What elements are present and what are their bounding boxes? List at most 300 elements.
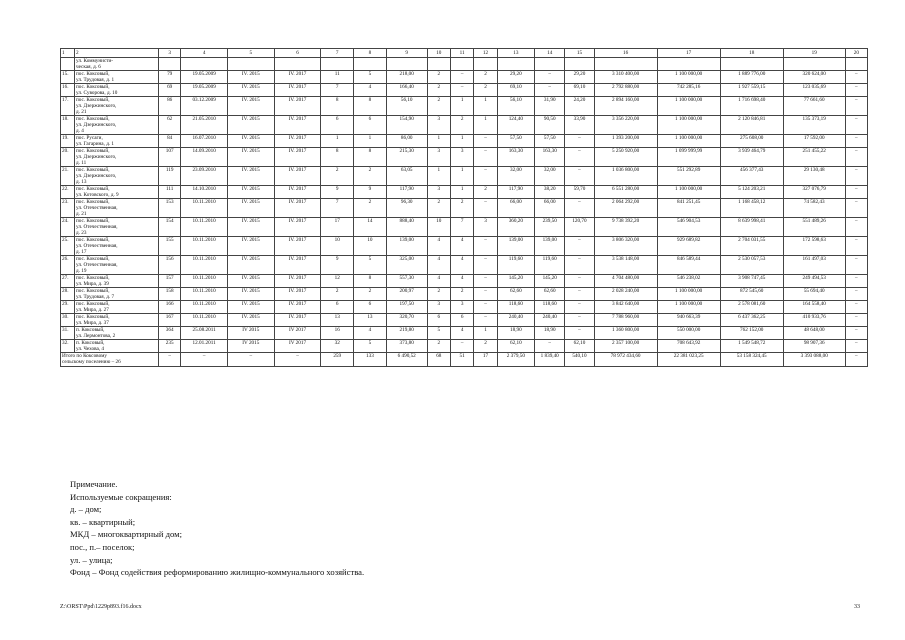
table-cell: 16.07.2010 xyxy=(181,135,228,148)
table-cell: 117,90 xyxy=(497,186,534,199)
table-cell: 7 xyxy=(321,199,354,218)
table-cell: 7 788 960,00 xyxy=(594,314,657,327)
table-cell: 239,50 xyxy=(535,218,565,237)
table-cell: 22 381 023,25 xyxy=(657,353,720,367)
table-cell: 156 xyxy=(159,256,181,275)
table-row xyxy=(61,288,868,301)
table-cell: IV 2017 xyxy=(274,340,321,353)
table-cell: 155 xyxy=(159,237,181,256)
table-cell: – xyxy=(474,199,497,218)
table-cell: 550 000,00 xyxy=(657,327,720,340)
table-cell: – xyxy=(565,327,594,340)
table-cell: 10.11.2010 xyxy=(181,218,228,237)
table-cell: 2 xyxy=(474,186,497,199)
table-cell: – xyxy=(845,275,867,288)
table-cell: 6 437 362,25 xyxy=(720,314,783,327)
table-cell: 1 100 000,00 xyxy=(657,71,720,84)
table-cell: 4 704 480,00 xyxy=(594,275,657,288)
table-cell: – xyxy=(181,353,228,367)
table-cell: 3 xyxy=(427,186,450,199)
table-cell: п. Коксовый, ул. Чехова, 4 xyxy=(75,340,159,353)
page-number: 33 xyxy=(854,604,860,610)
table-cell: 11 xyxy=(321,71,354,84)
table-cell: 15. xyxy=(61,71,75,84)
table-cell: 251 455,22 xyxy=(783,148,845,167)
note-item-0: д. – дом; xyxy=(70,504,102,515)
table-row xyxy=(61,186,868,199)
table-cell: пос. Русаги, ул. Гагарина, д. 1 xyxy=(75,135,159,148)
table-cell: 29. xyxy=(61,301,75,314)
table-cell: 66,00 xyxy=(497,199,534,218)
table-cell xyxy=(657,58,720,71)
table-cell: 69 xyxy=(159,84,181,97)
table-cell: IV. 2015 xyxy=(227,275,274,288)
table-cell: 18. xyxy=(61,116,75,135)
table-cell: 1 100 000,00 xyxy=(657,301,720,314)
table-cell: 708 643,92 xyxy=(657,340,720,353)
table-cell: 2 064 292,00 xyxy=(594,199,657,218)
note-item-4: ул. – улица; xyxy=(70,554,113,565)
table-cell: 16 xyxy=(321,327,354,340)
table-cell: – xyxy=(845,314,867,327)
table-cell: 5 xyxy=(354,71,387,84)
table-cell: – xyxy=(845,97,867,116)
table-cell: – xyxy=(845,116,867,135)
table-row xyxy=(61,314,868,327)
table-cell: 27. xyxy=(61,275,75,288)
table-cell: 1 100 000,00 xyxy=(657,116,720,135)
table-cell: 11 xyxy=(450,49,473,58)
table-cell: 158 xyxy=(159,288,181,301)
table-cell: 157 xyxy=(159,275,181,288)
table-cell: 17 592,00 xyxy=(783,135,845,148)
table-cell: 161 497,03 xyxy=(783,256,845,275)
table-cell: IV. 2017 xyxy=(274,218,321,237)
table-cell: IV. 2015 xyxy=(227,148,274,167)
table-cell: 2 xyxy=(427,288,450,301)
table-cell: 10 xyxy=(427,49,450,58)
table-cell: 62,10 xyxy=(497,340,534,353)
table-cell: 5 xyxy=(227,49,274,58)
table-cell: 4 xyxy=(450,256,473,275)
table-cell: 6 xyxy=(274,49,321,58)
table-cell: IV. 2015 xyxy=(227,301,274,314)
table-cell: – xyxy=(565,301,594,314)
table-cell: 10 xyxy=(427,218,450,237)
table-cell: 5 xyxy=(427,327,450,340)
table-cell xyxy=(450,58,473,71)
table-cell: 6 xyxy=(450,314,473,327)
table-row xyxy=(61,237,868,256)
table-cell: 1 xyxy=(61,49,75,58)
table-cell: 62,10 xyxy=(565,340,594,353)
table-cell: пос. Коксовый, ул. Суворова, д. 10 xyxy=(75,84,159,97)
table-cell xyxy=(497,58,534,71)
table-cell: 2 xyxy=(427,84,450,97)
table-cell: пос. Коксовый, ул. Мира, д. 37 xyxy=(75,314,159,327)
table-cell: 325,00 xyxy=(386,256,427,275)
table-cell: 929 689,82 xyxy=(657,237,720,256)
table-cell: 57,50 xyxy=(535,135,565,148)
table-cell: 78 972 434,60 xyxy=(594,353,657,367)
table-cell: 32 xyxy=(321,340,354,353)
table-cell: 2 792 880,00 xyxy=(594,84,657,97)
table-cell: 3 xyxy=(450,301,473,314)
table-cell: 12 xyxy=(321,275,354,288)
table-cell: – xyxy=(474,256,497,275)
table-cell xyxy=(321,58,354,71)
table-cell: 51 xyxy=(450,353,473,367)
table-cell: 62,60 xyxy=(497,288,534,301)
table-cell: 3 939 464,79 xyxy=(720,148,783,167)
table-cell: 2 357 100,00 xyxy=(594,340,657,353)
table-cell: 111 xyxy=(159,186,181,199)
table-cell: – xyxy=(565,275,594,288)
table-cell: 1 036 800,00 xyxy=(594,167,657,186)
housing-resettlement-table xyxy=(60,48,868,367)
table-cell: 2 530 057,53 xyxy=(720,256,783,275)
table-cell: 53 158 324,45 xyxy=(720,353,783,367)
table-cell: – xyxy=(274,353,321,367)
note-item-1: кв. – квартирный; xyxy=(70,516,136,527)
table-cell: – xyxy=(474,237,497,256)
table-row xyxy=(61,167,868,186)
table-cell: IV. 2017 xyxy=(274,237,321,256)
table-cell: 23.09.2010 xyxy=(181,167,228,186)
table-cell: 2 xyxy=(354,288,387,301)
table-cell: 13 xyxy=(497,49,534,58)
table-cell: 3 xyxy=(427,148,450,167)
table-cell: – xyxy=(845,288,867,301)
table-cell: 25. xyxy=(61,237,75,256)
table-cell: 1 xyxy=(474,97,497,116)
table-cell: 1 100 000,00 xyxy=(657,288,720,301)
table-cell: 275 608,00 xyxy=(720,135,783,148)
table-cell: IV. 2017 xyxy=(274,186,321,199)
table-cell: IV. 2015 xyxy=(227,116,274,135)
table-cell xyxy=(535,58,565,71)
table-cell: 119,60 xyxy=(535,256,565,275)
table-cell: 846 589,44 xyxy=(657,256,720,275)
table-cell: 2 xyxy=(450,199,473,218)
table-cell: 86,00 xyxy=(386,135,427,148)
table-row xyxy=(61,58,868,71)
table-cell: пос. Коксовый, ул. Трудовая, д. 1 xyxy=(75,71,159,84)
table-cell: 31,90 xyxy=(535,97,565,116)
table-cell: 19.05.2009 xyxy=(181,71,228,84)
table-cell: 2 xyxy=(450,288,473,301)
table-cell: 1 xyxy=(354,135,387,148)
table-cell: IV. 2017 xyxy=(274,301,321,314)
table-row xyxy=(61,71,868,84)
table-cell xyxy=(386,58,427,71)
table-cell: Итого по Коксовому сельскому поселению – 26 xyxy=(61,353,159,367)
table-cell: 74 582,43 xyxy=(783,199,845,218)
table-cell: 32,00 xyxy=(535,167,565,186)
table-cell: 742 285,16 xyxy=(657,84,720,97)
table-cell: 16 xyxy=(594,49,657,58)
table-cell xyxy=(181,58,228,71)
table-cell: IV. 2015 xyxy=(227,288,274,301)
table-cell: 17 xyxy=(474,353,497,367)
table-cell: 240,40 xyxy=(497,314,534,327)
table-cell: 57,50 xyxy=(497,135,534,148)
table-cell: 259 xyxy=(321,353,354,367)
table-cell: – xyxy=(845,353,867,367)
table-cell: 154 xyxy=(159,218,181,237)
table-cell: 62,60 xyxy=(535,288,565,301)
table-cell: – xyxy=(845,199,867,218)
table-cell: 1 100 000,00 xyxy=(657,186,720,199)
table-cell: 119,60 xyxy=(497,256,534,275)
table-cell: IV. 2017 xyxy=(274,84,321,97)
table-row xyxy=(61,116,868,135)
table-cell: 2 xyxy=(474,84,497,97)
table-cell: – xyxy=(845,148,867,167)
table-cell: 2 xyxy=(321,288,354,301)
table-cell: IV. 2017 xyxy=(274,135,321,148)
table-cell: 18,90 xyxy=(535,327,565,340)
table-cell: IV. 2017 xyxy=(274,71,321,84)
table-cell: 123 035,69 xyxy=(783,84,845,97)
table-cell xyxy=(565,58,594,71)
table-cell: 540,10 xyxy=(565,353,594,367)
table-cell: 84 xyxy=(159,135,181,148)
table-cell xyxy=(594,58,657,71)
table-cell: – xyxy=(565,148,594,167)
table-cell: 26. xyxy=(61,256,75,275)
table-cell: 8 xyxy=(354,97,387,116)
table-cell: 410 933,76 xyxy=(783,314,845,327)
table-cell: – xyxy=(845,186,867,199)
table-cell: 119 xyxy=(159,167,181,186)
table-cell: пос. Коксовый, ул. Мира, д. 39 xyxy=(75,275,159,288)
table-cell: 1 xyxy=(450,186,473,199)
note-item-3: пос., п.– поселок; xyxy=(70,541,135,552)
table-cell: 200,97 xyxy=(386,288,427,301)
table-cell: – xyxy=(450,84,473,97)
table-cell: 10 xyxy=(354,237,387,256)
table-cell: 69,10 xyxy=(497,84,534,97)
table-cell: – xyxy=(565,167,594,186)
table-cell: IV. 2015 xyxy=(227,135,274,148)
table-cell: 28. xyxy=(61,288,75,301)
table-cell: 320 624,00 xyxy=(783,71,845,84)
table-cell: 546 238,02 xyxy=(657,275,720,288)
table-cell: 4 xyxy=(427,275,450,288)
table-cell: 17 xyxy=(657,49,720,58)
table-cell: 23. xyxy=(61,199,75,218)
table-cell xyxy=(427,58,450,71)
table-cell: IV. 2015 xyxy=(227,186,274,199)
table-cell: 19. xyxy=(61,135,75,148)
table-cell: 135 373,19 xyxy=(783,116,845,135)
table-cell: – xyxy=(845,301,867,314)
table-cell: 29,20 xyxy=(497,71,534,84)
table-cell: 55 694,40 xyxy=(783,288,845,301)
table-cell: 215,30 xyxy=(386,148,427,167)
table-cell: пос. Коксовый, ул. Дзержинского, д. 11 xyxy=(75,148,159,167)
table-cell: 6 xyxy=(321,116,354,135)
table-cell: – xyxy=(474,148,497,167)
table-cell: 20. xyxy=(61,148,75,167)
table-cell: 1 xyxy=(474,327,497,340)
table-cell: 1 927 559,15 xyxy=(720,84,783,97)
table-cell: 14 xyxy=(354,218,387,237)
table-cell: пос. Коксовый, ул. Мира, д. 27 xyxy=(75,301,159,314)
table-cell: 6 xyxy=(354,301,387,314)
table-cell: 2 028 240,00 xyxy=(594,288,657,301)
table-cell: 3 806 320,00 xyxy=(594,237,657,256)
table-cell: 3 xyxy=(427,301,450,314)
table-cell: IV. 2015 xyxy=(227,84,274,97)
table-cell: 133 xyxy=(354,353,387,367)
table-cell: 56,10 xyxy=(386,97,427,116)
table-cell: 1 xyxy=(427,167,450,186)
table-cell: 69,10 xyxy=(565,84,594,97)
table-cell: 3 xyxy=(159,49,181,58)
table-cell: – xyxy=(845,237,867,256)
table-cell: 2 xyxy=(474,71,497,84)
table-cell: 4 xyxy=(427,256,450,275)
table-cell: IV 2015 xyxy=(227,340,274,353)
table-cell: 2 xyxy=(75,49,159,58)
table-cell: 4 xyxy=(354,84,387,97)
table-cell: 240,40 xyxy=(535,314,565,327)
table-header-row xyxy=(61,49,868,58)
table-cell: 1 xyxy=(474,116,497,135)
table-cell: 1 100 000,00 xyxy=(657,135,720,148)
table-cell: 762 152,00 xyxy=(720,327,783,340)
table-cell: 4 xyxy=(354,327,387,340)
table-cell: 139,00 xyxy=(535,237,565,256)
table-cell: 163,30 xyxy=(497,148,534,167)
table-cell: IV. 2017 xyxy=(274,116,321,135)
table-cell: 327 076,79 xyxy=(783,186,845,199)
table-cell: 59,70 xyxy=(565,186,594,199)
table-cell: 3 393 088,00 xyxy=(783,353,845,367)
table-cell: 4 xyxy=(181,49,228,58)
resettlement-table-page xyxy=(60,48,868,367)
table-cell: 2 xyxy=(354,167,387,186)
table-cell: 872 545,60 xyxy=(720,288,783,301)
table-cell xyxy=(274,58,321,71)
table-cell: 7 xyxy=(321,84,354,97)
table-cell: 1 xyxy=(427,135,450,148)
table-cell: 16. xyxy=(61,84,75,97)
table-cell: 364 xyxy=(159,327,181,340)
table-cell: 56,10 xyxy=(497,97,534,116)
table-cell xyxy=(227,58,274,71)
table-cell: 2 578 081,60 xyxy=(720,301,783,314)
table-cell: 68 xyxy=(427,353,450,367)
table-cell: – xyxy=(474,275,497,288)
table-cell: 14.09.2010 xyxy=(181,148,228,167)
table-cell: 172 598,63 xyxy=(783,237,845,256)
table-cell: пос. Коксовый, ул. Дзержинского, д. 21 xyxy=(75,97,159,116)
table-cell: 3 xyxy=(450,148,473,167)
table-cell: IV. 2015 xyxy=(227,314,274,327)
table-cell: IV. 2015 xyxy=(227,237,274,256)
table-cell: – xyxy=(474,288,497,301)
table-cell: 8 xyxy=(354,275,387,288)
table-cell: 2 xyxy=(427,97,450,116)
table-row xyxy=(61,199,868,218)
table-cell: 13 xyxy=(321,314,354,327)
table-cell: 6 xyxy=(321,301,354,314)
table-cell: 1 549 548,72 xyxy=(720,340,783,353)
table-cell: пос. Коксовый, ул. Отечественная, д. 21 xyxy=(75,199,159,218)
table-cell: 19.05.2009 xyxy=(181,84,228,97)
table-cell: 1 393 200,00 xyxy=(594,135,657,148)
table-cell: 10 xyxy=(321,237,354,256)
table-cell: 8 xyxy=(321,97,354,116)
table-cell: пос. Коксовый, ул. Дзержинского, д. 4 xyxy=(75,116,159,135)
table-cell: 145,20 xyxy=(535,275,565,288)
table-cell: 96,30 xyxy=(386,199,427,218)
table-cell: 139,00 xyxy=(386,237,427,256)
table-cell: 1 168 458,12 xyxy=(720,199,783,218)
table-cell: 62 xyxy=(159,116,181,135)
table-cell: IV. 2015 xyxy=(227,218,274,237)
table-cell xyxy=(783,58,845,71)
table-cell: 48 648,00 xyxy=(783,327,845,340)
table-cell: 30. xyxy=(61,314,75,327)
table-cell: 63,05 xyxy=(386,167,427,186)
table-cell: – xyxy=(845,340,867,353)
table-row xyxy=(61,148,868,167)
table-cell: – xyxy=(565,135,594,148)
table-cell: IV. 2017 xyxy=(274,314,321,327)
note-item-5: Фонд – Фонд содействия реформированию жилищно-коммунального хозяйства. xyxy=(70,567,365,578)
table-cell: 551 489,26 xyxy=(783,218,845,237)
table-cell: – xyxy=(845,327,867,340)
table-cell: 21.05.2010 xyxy=(181,116,228,135)
table-cell: 2 894 160,00 xyxy=(594,97,657,116)
table-cell: 2 xyxy=(427,71,450,84)
table-cell: 940 663,39 xyxy=(657,314,720,327)
table-cell: 4 xyxy=(450,237,473,256)
table-cell: – xyxy=(535,84,565,97)
table-cell: 2 xyxy=(354,199,387,218)
table-cell: 18,90 xyxy=(497,327,534,340)
table-cell: 1 889 776,00 xyxy=(720,71,783,84)
table-cell: – xyxy=(845,71,867,84)
table-cell: 33,90 xyxy=(565,116,594,135)
table-cell: 1 360 800,00 xyxy=(594,327,657,340)
table-cell: 2 xyxy=(450,116,473,135)
table-cell: – xyxy=(159,353,181,367)
table-cell: IV. 2015 xyxy=(227,256,274,275)
table-row xyxy=(61,327,868,340)
table-cell xyxy=(474,58,497,71)
table-cell: – xyxy=(845,135,867,148)
table-cell: 5 250 920,00 xyxy=(594,148,657,167)
table-cell: 8 xyxy=(321,148,354,167)
table-cell: 25.08.2011 xyxy=(181,327,228,340)
table-cell: 1 xyxy=(450,97,473,116)
table-cell: 2 704 031,55 xyxy=(720,237,783,256)
table-cell: 2 379,50 xyxy=(497,353,534,367)
table-cell: – xyxy=(450,71,473,84)
document-file-path: Z:\ORST\Ppd\1229p893.f16.docx xyxy=(60,604,142,610)
table-cell: 10.11.2010 xyxy=(181,275,228,288)
table-cell: 153 xyxy=(159,199,181,218)
table-cell: 456 377,43 xyxy=(720,167,783,186)
table-cell: 86 xyxy=(159,97,181,116)
table-cell: 12.01.2011 xyxy=(181,340,228,353)
table-cell: 1 xyxy=(450,135,473,148)
